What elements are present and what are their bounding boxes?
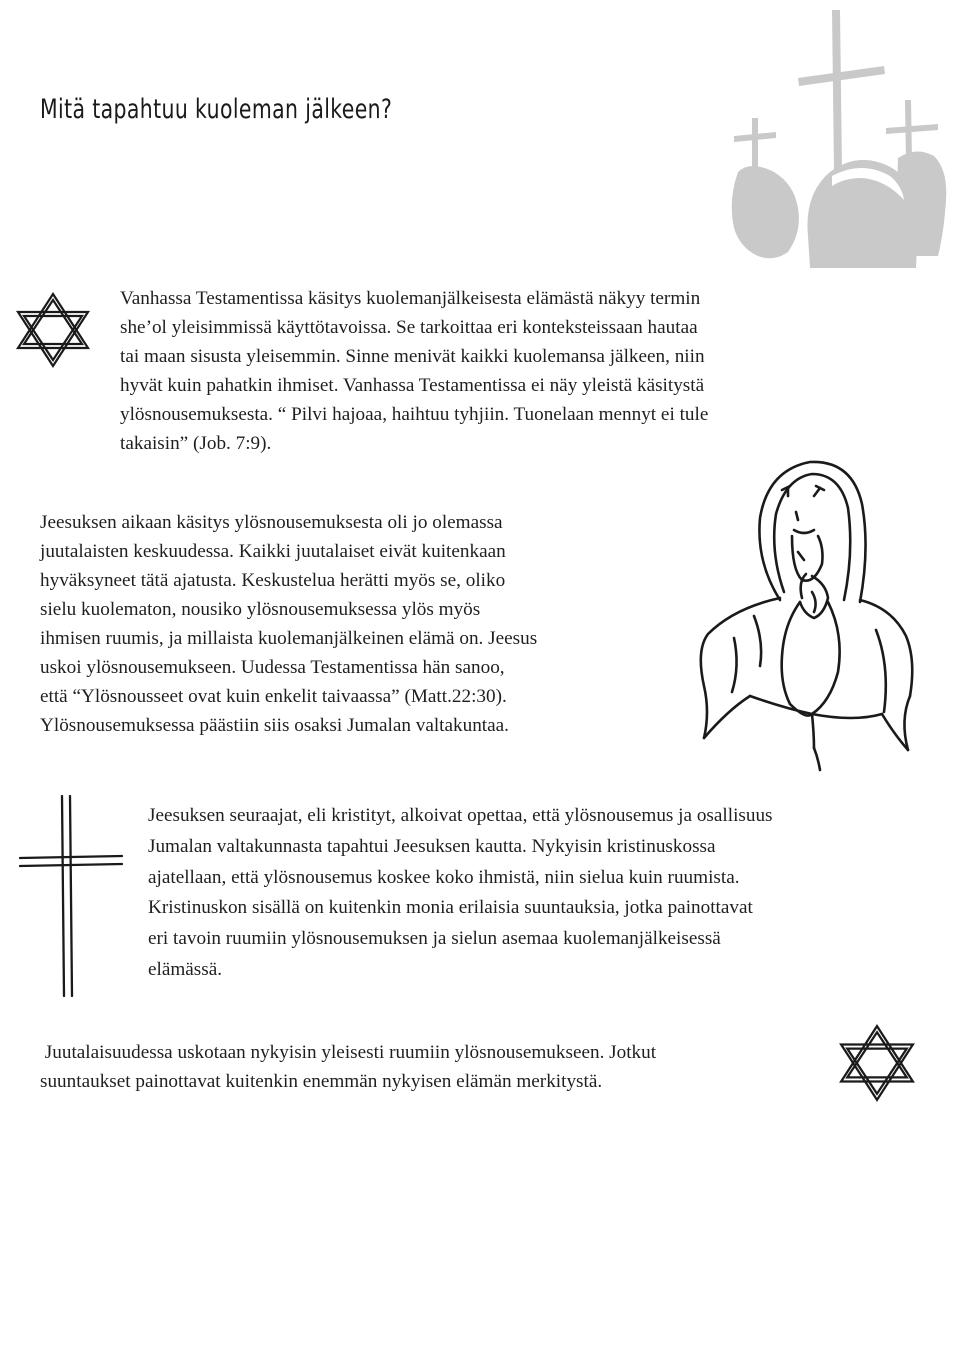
text-line: suuntaukset painottavat kuitenkin enemmän nykyisen elämän merkitystä. [40, 1071, 603, 1092]
jesus-time-paragraph [40, 508, 700, 740]
star-of-david-icon [836, 1022, 918, 1104]
text-line: hyvät kuin pahatkin ihmiset. Vanhassa Testamentissa ei näy yleistä käsitystä [120, 375, 705, 396]
text-line: ylösnousemuksesta. “ Pilvi hajoaa, haihtuu tyhjiin. Tuonelaan mennyt ei tule [120, 404, 709, 425]
text-line: ajatellaan, että ylösnousemus koskee koko ihmistä, niin sielua kuin ruumista. [148, 866, 740, 888]
christianity-paragraph [148, 801, 938, 986]
text-line: Ylösnousemuksessa päästiin siis osaksi Jumalan valtakuntaa. [40, 715, 509, 736]
text-line: Jeesuksen aikaan käsitys ylösnousemuksesta oli jo olemassa [40, 512, 503, 533]
text-line: Kristinuskon sisällä on kuitenkin monia erilaisia suuntauksia, jotka painottavat [148, 897, 753, 919]
text-line: Jumalan valtakunnasta tapahtui Jeesuksen kautta. Nykyisin kristinuskossa [148, 835, 716, 857]
text-line: tai maan sisusta yleisemmin. Sinne menivät kaikki kuolemansa jälkeen, niin [120, 346, 705, 367]
text-line: Jeesuksen seuraajat, eli kristityt, alkoivat opettaa, että ylösnousemus ja osallisuus [148, 805, 773, 826]
text-line: juutalaisten keskuudessa. Kaikki juutalaiset eivät kuitenkaan [40, 541, 506, 562]
text-line: Vanhassa Testamentissa käsitys kuolemanjälkeisesta elämästä näkyy termin [120, 288, 701, 309]
text-line: sielu kuolematon, nousiko ylösnousemuksessa ylös myös [40, 599, 481, 620]
text-line: ihmisen ruumis, ja millaista kuolemanjälkeinen elämä on. Jeesus [40, 628, 538, 649]
judaism-paragraph [40, 1038, 830, 1096]
text-line: eri tavoin ruumiin ylösnousemuksen ja sielun asemaa kuolemanjälkeisessä [148, 928, 721, 950]
text-line: she’ol yleisimmissä käyttötavoissa. Se tarkoittaa eri konteksteissaan hautaa [120, 317, 698, 338]
text-line: että “Ylösnousseet ovat kuin enkelit taivaassa” (Matt.22:30). [40, 686, 507, 707]
cross-icon [16, 794, 126, 998]
text-line: elämässä. [148, 958, 223, 980]
text-line: Juutalaisuudessa uskotaan nykyisin yleisesti ruumiin ylösnousemukseen. Jotkut [40, 1042, 657, 1063]
jesus-thinking-icon [694, 452, 924, 774]
old-testament-paragraph [120, 284, 890, 458]
text-line: takaisin” (Job. 7:9). [120, 433, 272, 454]
text-line: uskoi ylösnousemukseen. Uudessa Testamentissa hän sanoo, [40, 657, 505, 678]
star-of-david-icon [13, 290, 93, 370]
text-line: hyväksyneet tätä ajatusta. Keskustelua herätti myös se, oliko [40, 570, 506, 591]
page-title: Mitä tapahtuu kuoleman jälkeen? [40, 94, 393, 125]
graves-with-crosses-icon [712, 0, 960, 275]
